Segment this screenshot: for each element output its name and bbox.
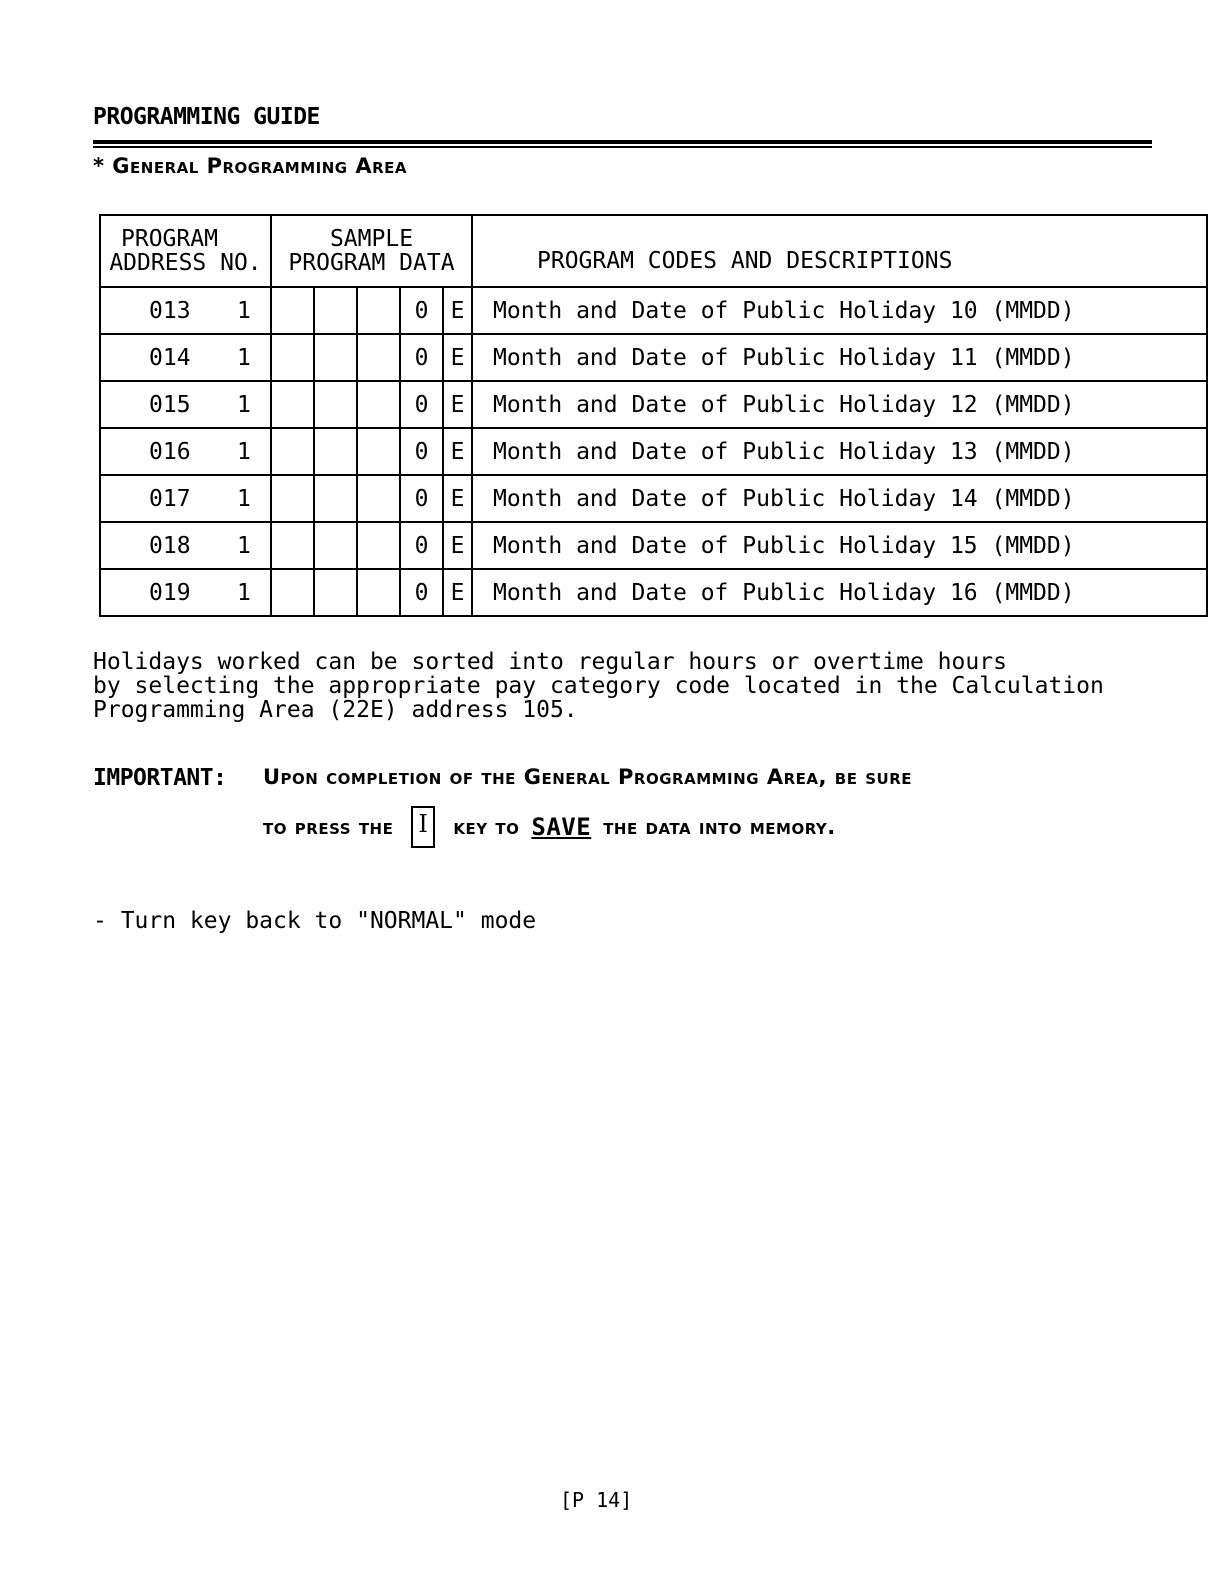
address-cell-inner	[101, 580, 270, 606]
address-cell	[100, 569, 271, 616]
address-number: 016	[149, 438, 191, 465]
data-digit-cell-2	[314, 475, 357, 522]
address-cell	[100, 381, 271, 428]
address-number: 017	[149, 485, 191, 512]
table-row	[100, 428, 1207, 475]
important-press-text: to press the	[263, 815, 394, 839]
address-no: 1	[237, 438, 251, 465]
programming-table	[99, 214, 1208, 617]
note-line-1: Holidays worked can be sorted into regular hours or overtime hours	[93, 649, 1007, 675]
header-address	[100, 215, 271, 287]
description-cell: Month and Date of Public Holiday 13 (MMDD)	[472, 428, 1207, 475]
address-number: 019	[149, 579, 191, 606]
address-cell-inner	[101, 392, 270, 418]
address-number: 015	[149, 391, 191, 418]
address-no: 1	[237, 579, 251, 606]
address-cell	[100, 428, 271, 475]
table-header-row	[100, 215, 1207, 287]
header-sample-line1: SAMPLE	[329, 226, 414, 252]
data-digit-cell-1	[271, 428, 314, 475]
description-cell: Month and Date of Public Holiday 15 (MMDD)	[472, 522, 1207, 569]
data-digit-cell-3	[357, 522, 400, 569]
data-digit-cell-1	[271, 381, 314, 428]
description-cell: Month and Date of Public Holiday 10 (MMDD)	[472, 287, 1207, 334]
section-title: * General Programming Area	[93, 154, 408, 178]
header-description: PROGRAM CODES AND DESCRIPTIONS	[472, 215, 1207, 287]
address-cell	[100, 522, 271, 569]
table-row	[100, 287, 1207, 334]
description-cell: Month and Date of Public Holiday 16 (MMDD)	[472, 569, 1207, 616]
data-digit-cell-3	[357, 569, 400, 616]
data-digit-cell-1	[271, 334, 314, 381]
important-key-to-text: key to	[453, 815, 520, 839]
data-digit-cell-2	[314, 569, 357, 616]
header-address-line1: PROGRAM	[121, 226, 218, 252]
data-digit-cell-5: E	[443, 334, 472, 381]
data-digit-cell-1	[271, 522, 314, 569]
important-text-line2	[263, 806, 836, 848]
data-digit-cell-1	[271, 287, 314, 334]
address-cell	[100, 334, 271, 381]
description-cell: Month and Date of Public Holiday 14 (MMDD)	[472, 475, 1207, 522]
header-sample-line2: PROGRAM DATA	[288, 250, 455, 276]
important-text-line1: Upon completion of the General Programming Area, be sure	[263, 765, 913, 789]
important-label: IMPORTANT:	[93, 765, 227, 791]
table-row	[100, 381, 1207, 428]
data-digit-cell-3	[357, 334, 400, 381]
table-body	[100, 287, 1207, 616]
data-digit-cell-3	[357, 428, 400, 475]
address-number: 014	[149, 344, 191, 371]
data-digit-cell-4: 0	[400, 334, 443, 381]
description-cell: Month and Date of Public Holiday 11 (MMDD)	[472, 334, 1207, 381]
data-digit-cell-2	[314, 522, 357, 569]
address-cell-inner	[101, 345, 270, 371]
data-digit-cell-4: 0	[400, 381, 443, 428]
address-no: 1	[237, 344, 251, 371]
address-no: 1	[237, 297, 251, 324]
data-digit-cell-2	[314, 428, 357, 475]
data-digit-cell-2	[314, 287, 357, 334]
header-address-line2: ADDRESS NO.	[109, 250, 262, 276]
data-digit-cell-3	[357, 287, 400, 334]
header-rule-thin	[93, 146, 1152, 148]
data-digit-cell-4: 0	[400, 428, 443, 475]
data-digit-cell-3	[357, 381, 400, 428]
data-digit-cell-4: 0	[400, 569, 443, 616]
address-cell-inner	[101, 439, 270, 465]
table-row	[100, 475, 1207, 522]
data-digit-cell-2	[314, 381, 357, 428]
data-digit-cell-2	[314, 334, 357, 381]
turn-key-instruction: - Turn key back to "NORMAL" mode	[93, 908, 537, 934]
table-row	[100, 334, 1207, 381]
address-cell-inner	[101, 533, 270, 559]
save-word: SAVE	[531, 813, 592, 841]
address-cell-inner	[101, 486, 270, 512]
table-row	[100, 522, 1207, 569]
note-line-2: by selecting the appropriate pay category code located in the Calculation	[93, 673, 1104, 699]
address-cell	[100, 287, 271, 334]
i-key-icon: I	[411, 806, 435, 848]
header-sample	[271, 215, 472, 287]
important-memory-text: the data into memory.	[603, 815, 836, 839]
data-digit-cell-5: E	[443, 287, 472, 334]
data-digit-cell-1	[271, 569, 314, 616]
note-line-3: Programming Area (22E) address 105.	[93, 697, 578, 723]
address-number: 018	[149, 532, 191, 559]
holiday-note	[93, 650, 1104, 722]
description-cell: Month and Date of Public Holiday 12 (MMDD)	[472, 381, 1207, 428]
data-digit-cell-5: E	[443, 428, 472, 475]
address-cell-inner	[101, 298, 270, 324]
address-cell	[100, 475, 271, 522]
table-row	[100, 569, 1207, 616]
data-digit-cell-5: E	[443, 475, 472, 522]
data-digit-cell-5: E	[443, 522, 472, 569]
data-digit-cell-4: 0	[400, 475, 443, 522]
address-no: 1	[237, 391, 251, 418]
data-digit-cell-4: 0	[400, 522, 443, 569]
page-number: [P 14]	[560, 1488, 633, 1512]
data-digit-cell-3	[357, 475, 400, 522]
address-no: 1	[237, 532, 251, 559]
data-digit-cell-1	[271, 475, 314, 522]
header-rule-thick	[93, 140, 1152, 144]
data-digit-cell-4: 0	[400, 287, 443, 334]
data-digit-cell-5: E	[443, 381, 472, 428]
address-no: 1	[237, 485, 251, 512]
data-digit-cell-5: E	[443, 569, 472, 616]
address-number: 013	[149, 297, 191, 324]
page-title: PROGRAMMING GUIDE	[93, 104, 320, 130]
